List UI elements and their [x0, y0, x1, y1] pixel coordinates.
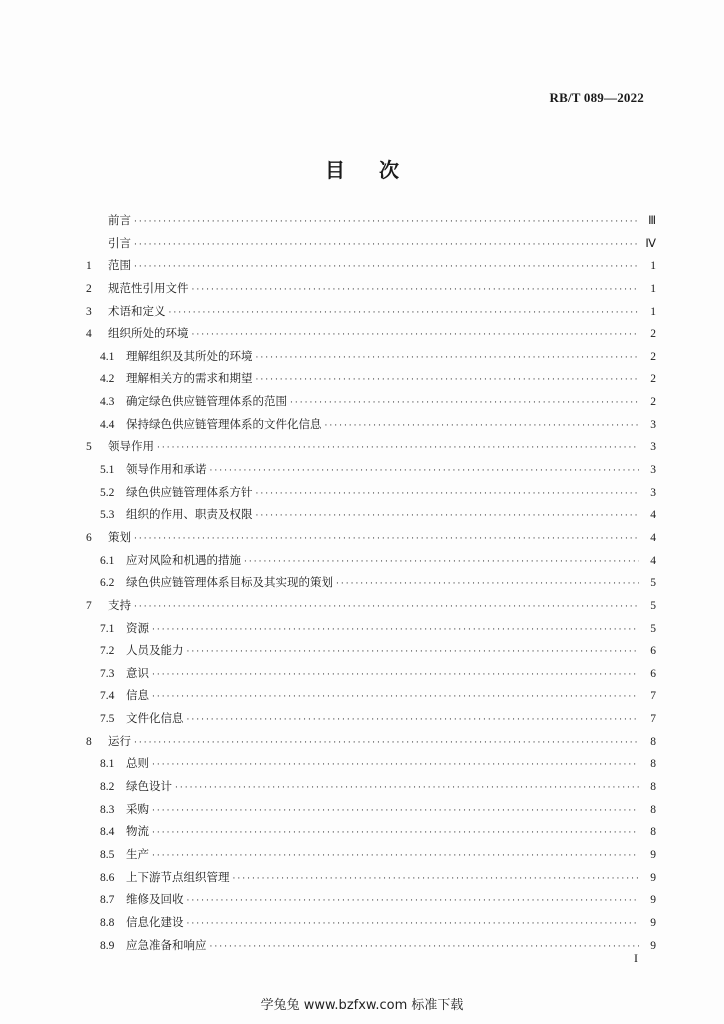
toc-leader-dots — [134, 738, 639, 748]
toc-leader-dots — [256, 375, 640, 385]
toc-entry-page: Ⅲ — [648, 215, 656, 227]
toc-entry-number: 8.7 — [100, 894, 115, 907]
toc-entry-page: 9 — [650, 894, 656, 907]
toc-leader-dots — [210, 942, 640, 952]
toc-entry-number: 7.1 — [100, 622, 115, 635]
toc-entry-page: 9 — [650, 848, 656, 861]
toc-leader-dots — [192, 285, 640, 295]
toc-entry-label: 人员及能力 — [126, 643, 184, 658]
toc-entry-label: 理解相关方的需求和期望 — [126, 371, 253, 386]
page-title: 目次 — [325, 158, 433, 182]
toc-entry[interactable] — [86, 303, 656, 326]
toc-leader-dots — [152, 670, 639, 680]
toc-entry[interactable] — [86, 937, 656, 960]
toc-entry-number: 3 — [86, 305, 92, 318]
toc-entry-number: 4.4 — [100, 418, 115, 431]
toc-entry-label: 绿色供应链管理体系目标及其实现的策划 — [126, 575, 333, 590]
toc-entry-label: 规范性引用文件 — [108, 280, 189, 295]
toc-entry[interactable] — [86, 461, 656, 484]
toc-entry[interactable] — [86, 823, 656, 846]
toc-entry-number: 6.2 — [100, 577, 115, 590]
toc-leader-dots — [256, 511, 640, 521]
toc-leader-dots — [134, 602, 639, 612]
toc-entry-number: 1 — [86, 260, 92, 273]
toc-entry-page: 5 — [650, 622, 656, 635]
toc-entry-label: 应急准备和响应 — [126, 937, 207, 952]
toc-entry-label: 文件化信息 — [126, 711, 184, 726]
toc-leader-dots — [187, 715, 640, 725]
toc-entry-page: 6 — [650, 667, 656, 680]
toc-leader-dots — [152, 828, 639, 838]
toc-entry[interactable] — [86, 869, 656, 892]
toc-entry-label: 资源 — [126, 620, 149, 635]
toc-leader-dots — [152, 625, 639, 635]
toc-entry[interactable] — [86, 484, 656, 507]
toc-entry-label: 上下游节点组织管理 — [126, 869, 230, 884]
toc-entry-number: 7.3 — [100, 667, 115, 680]
toc-leader-dots — [244, 557, 639, 567]
toc-entry-page: 3 — [650, 418, 656, 431]
toc-entry-label: 领导作用 — [108, 439, 154, 454]
toc-entry-label: 生产 — [126, 846, 149, 861]
toc-entry-page: 5 — [650, 577, 656, 590]
toc-entry-number: 5.3 — [100, 509, 115, 522]
toc-entry-page: 2 — [650, 328, 656, 341]
toc-entry[interactable] — [86, 257, 656, 280]
toc-leader-dots — [192, 330, 640, 340]
toc-entry-label: 绿色供应链管理体系方针 — [126, 484, 253, 499]
toc-entry-number: 4.3 — [100, 396, 115, 409]
toc-entry[interactable] — [86, 393, 656, 416]
toc-entry[interactable] — [86, 280, 656, 303]
toc-entry-number: 5 — [86, 441, 92, 454]
toc-entry-number: 7.5 — [100, 713, 115, 726]
toc-entry-page: 4 — [650, 509, 656, 522]
toc-entry[interactable] — [86, 529, 656, 552]
toc-entry-label: 应对风险和机遇的措施 — [126, 552, 241, 567]
toc-entry-label: 总则 — [126, 756, 149, 771]
toc-entry-label: 绿色设计 — [126, 779, 172, 794]
toc-entry-label: 组织所处的环境 — [108, 326, 189, 341]
toc-entry-number: 8.5 — [100, 848, 115, 861]
toc-entry[interactable] — [86, 620, 656, 643]
toc-entry-number: 7.2 — [100, 645, 115, 658]
toc-entry-number: 4.1 — [100, 350, 115, 363]
toc-entry-number: 6 — [86, 531, 92, 544]
page-number: I — [634, 951, 638, 965]
toc-entry-page: Ⅳ — [645, 237, 656, 250]
toc-entry-page: 8 — [650, 803, 656, 816]
toc-entry-page: 8 — [650, 781, 656, 794]
toc-entry-page: 3 — [650, 441, 656, 454]
toc-entry-label: 理解组织及其所处的环境 — [126, 348, 253, 363]
toc-entry[interactable] — [86, 212, 656, 235]
toc-leader-dots — [152, 851, 639, 861]
toc-entry-label: 领导作用和承诺 — [126, 462, 207, 477]
toc-entry-label: 支持 — [108, 597, 131, 612]
toc-entry-page: 7 — [650, 690, 656, 703]
toc-entry-page: 9 — [650, 939, 656, 952]
toc-entry[interactable] — [86, 755, 656, 778]
toc-entry-number: 8 — [86, 735, 92, 748]
toc-entry[interactable] — [86, 846, 656, 869]
toc-entry-number: 4.2 — [100, 373, 115, 386]
toc-entry-number: 8.9 — [100, 939, 115, 952]
toc-entry[interactable] — [86, 710, 656, 733]
toc-entry[interactable] — [86, 325, 656, 348]
toc-entry-label: 前言 — [108, 213, 131, 227]
toc-leader-dots — [210, 466, 640, 476]
toc-entry[interactable] — [86, 778, 656, 801]
toc-entry[interactable] — [86, 801, 656, 824]
toc-entry-page: 8 — [650, 826, 656, 839]
toc-entry-label: 组织的作用、职责及权限 — [126, 507, 253, 522]
toc-entry[interactable] — [86, 438, 656, 461]
toc-entry-page: 1 — [650, 260, 656, 273]
toc-entry-label: 意识 — [126, 665, 149, 680]
toc-entry[interactable] — [86, 574, 656, 597]
toc-leader-dots — [169, 308, 640, 318]
toc-leader-dots — [187, 919, 640, 929]
toc-leader-dots — [187, 896, 640, 906]
toc-entry[interactable] — [86, 597, 656, 620]
watermark-text: 学兔兔 www.bzfxw.com 标准下载 — [260, 998, 464, 1013]
toc-entry-label: 信息化建设 — [126, 914, 184, 929]
toc-entry-label: 术语和定义 — [108, 303, 166, 318]
toc-entry[interactable] — [86, 891, 656, 914]
toc-entry-label: 物流 — [126, 824, 149, 839]
toc-entry-page: 9 — [650, 871, 656, 884]
toc-entry[interactable] — [86, 733, 656, 756]
toc-entry-page: 8 — [650, 758, 656, 771]
toc-leader-dots — [152, 760, 639, 770]
toc-entry-page: 6 — [650, 645, 656, 658]
table-of-contents — [86, 212, 656, 959]
toc-entry-label: 维修及回收 — [126, 892, 184, 907]
toc-entry-label: 策划 — [108, 529, 131, 544]
toc-leader-dots — [134, 262, 639, 272]
toc-entry-number: 6.1 — [100, 554, 115, 567]
toc-entry-page: 2 — [650, 396, 656, 409]
toc-entry-number: 5.1 — [100, 464, 115, 477]
toc-leader-dots — [325, 421, 640, 431]
toc-entry[interactable] — [86, 642, 656, 665]
toc-entry-label: 引言 — [108, 235, 131, 250]
toc-entry-page: 9 — [650, 916, 656, 929]
toc-leader-dots — [157, 443, 639, 453]
toc-leader-dots — [336, 579, 639, 589]
toc-entry-number: 8.1 — [100, 758, 115, 771]
toc-entry[interactable] — [86, 552, 656, 575]
toc-leader-dots — [152, 692, 639, 702]
toc-entry-label: 运行 — [108, 733, 131, 748]
toc-leader-dots — [134, 240, 639, 250]
toc-entry-number: 2 — [86, 282, 92, 295]
toc-entry[interactable] — [86, 348, 656, 371]
toc-entry[interactable] — [86, 665, 656, 688]
toc-entry-label: 确定绿色供应链管理体系的范围 — [126, 394, 287, 409]
toc-entry-page: 8 — [650, 735, 656, 748]
toc-entry-number: 8.3 — [100, 803, 115, 816]
toc-leader-dots — [290, 398, 639, 408]
toc-leader-dots — [134, 534, 639, 544]
toc-entry-number: 5.2 — [100, 486, 115, 499]
toc-entry-number: 8.8 — [100, 916, 115, 929]
toc-entry[interactable] — [86, 506, 656, 529]
toc-entry-number: 7 — [86, 599, 92, 612]
toc-entry-number: 8.2 — [100, 781, 115, 794]
toc-leader-dots — [256, 489, 640, 499]
toc-leader-dots — [256, 353, 640, 363]
toc-entry-page: 7 — [650, 713, 656, 726]
toc-leader-dots — [233, 874, 640, 884]
toc-entry-page: 5 — [650, 599, 656, 612]
toc-entry-label: 保持绿色供应链管理体系的文件化信息 — [126, 416, 322, 431]
toc-leader-dots — [187, 647, 640, 657]
toc-entry-label: 信息 — [126, 688, 149, 703]
toc-entry[interactable] — [86, 416, 656, 439]
toc-leader-dots — [152, 806, 639, 816]
toc-entry-page: 1 — [650, 282, 656, 295]
toc-entry-number: 7.4 — [100, 690, 115, 703]
toc-entry-page: 2 — [650, 373, 656, 386]
toc-entry-label: 采购 — [126, 801, 149, 816]
toc-entry-page: 4 — [650, 554, 656, 567]
toc-entry-number: 8.4 — [100, 826, 115, 839]
toc-entry-number: 4 — [86, 328, 92, 341]
toc-entry-page: 2 — [650, 350, 656, 363]
toc-entry-label: 范围 — [108, 258, 131, 273]
toc-entry[interactable] — [86, 370, 656, 393]
toc-leader-dots — [134, 217, 639, 227]
toc-entry-page: 3 — [650, 464, 656, 477]
toc-entry-page: 4 — [650, 531, 656, 544]
toc-entry-number: 8.6 — [100, 871, 115, 884]
toc-entry[interactable] — [86, 687, 656, 710]
toc-leader-dots — [175, 783, 639, 793]
toc-entry[interactable] — [86, 235, 656, 258]
toc-entry-page: 1 — [650, 305, 656, 318]
toc-entry-page: 3 — [650, 486, 656, 499]
toc-entry[interactable] — [86, 914, 656, 937]
standard-number: RB/T 089—2022 — [549, 90, 644, 105]
